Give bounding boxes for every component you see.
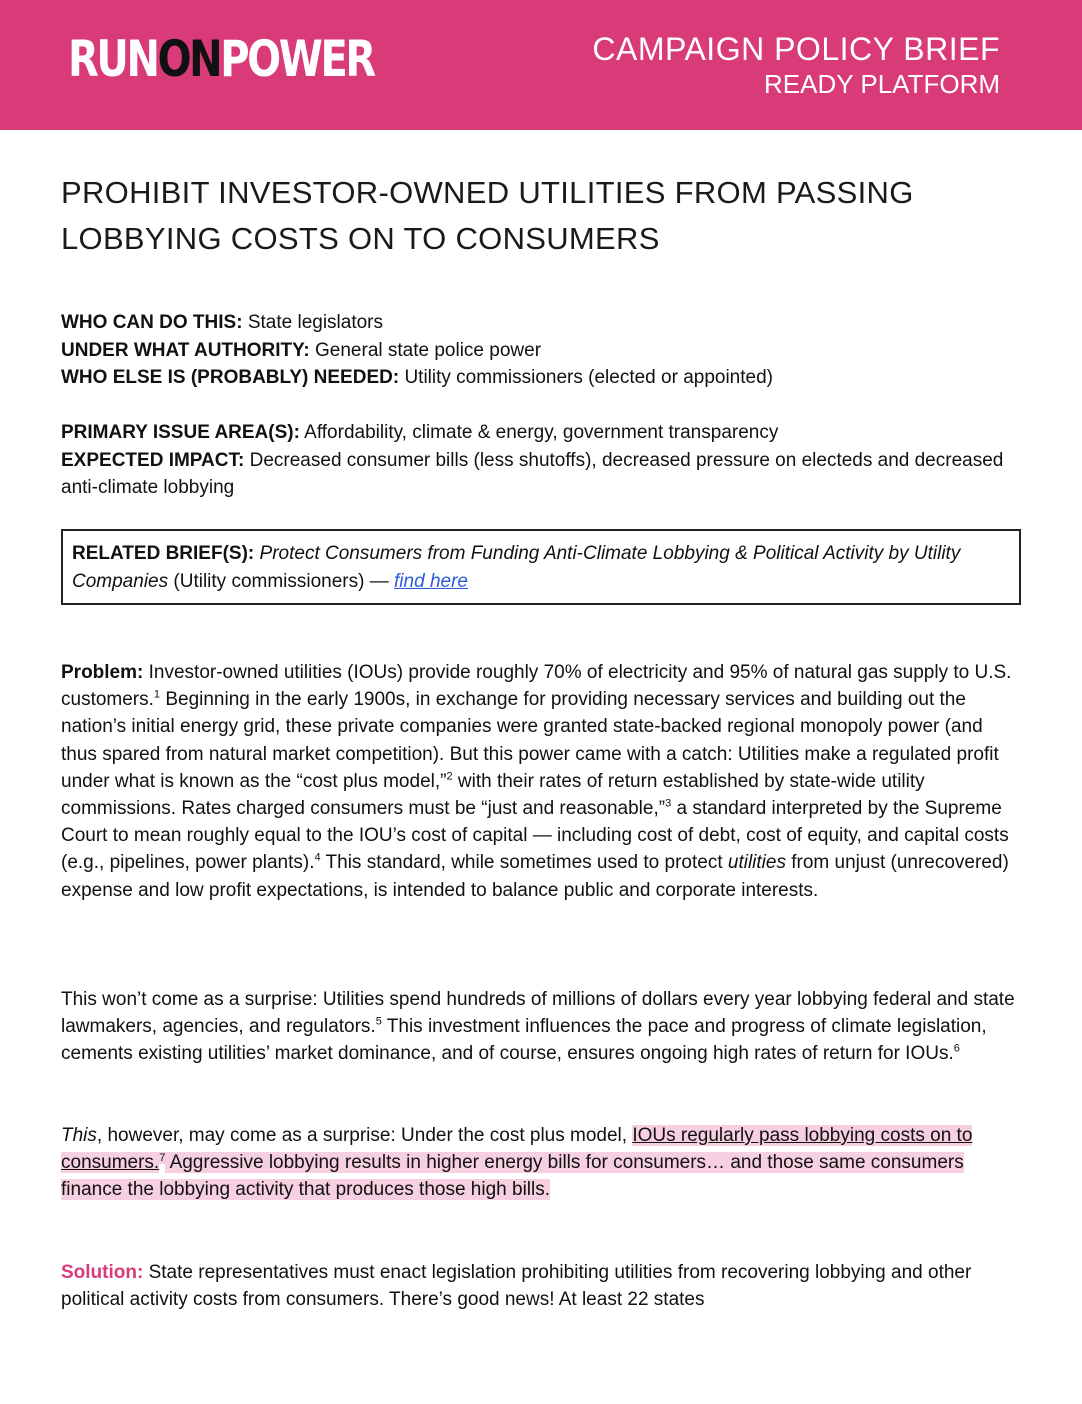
brief-category: READY PLATFORM <box>764 69 1000 99</box>
meta-impact-label: EXPECTED IMPACT: <box>61 449 245 471</box>
solution-text: State representatives must enact legislation prohibiting utilities from recovering lobbying and other political activity costs from consumers. There’s good news! At least 22 states <box>61 1262 972 1311</box>
meta-else-label: WHO ELSE IS (PROBABLY) NEEDED: <box>61 367 400 388</box>
run-on-power-logo[interactable] <box>68 30 374 88</box>
meta-else <box>61 364 1019 392</box>
problem-text: from unjust (unrecovered) expense and low profit expectations, is intended to balance public and corporate interests. <box>61 852 1009 901</box>
related-briefs-box <box>61 529 1021 605</box>
meta-impact-value: Decreased consumer bills (less shutoffs), decreased pressure on electeds and decreased anti-climate lobbying <box>61 449 1004 498</box>
meta-block-impact <box>61 419 1019 502</box>
meta-block-roles <box>61 309 1019 392</box>
paragraph-text: , however, may come as a surprise: Under the cost plus model, <box>96 1125 628 1146</box>
related-label: RELATED BRIEF(S): <box>72 543 255 564</box>
problem-text: with their rates of return established by state-wide utility commissions. Rates charged consumers must be “just and reasonable,” <box>61 770 925 820</box>
meta-issue-label: PRIMARY ISSUE AREA(S): <box>61 422 300 443</box>
footnote-ref[interactable]: 3 <box>665 797 672 810</box>
footnote-ref[interactable]: 6 <box>953 1043 960 1056</box>
footnote-ref[interactable]: 1 <box>153 688 161 701</box>
logo-on: ON <box>157 30 221 88</box>
brief-type: CAMPAIGN POLICY BRIEF <box>592 31 1000 67</box>
highlighted-text: Aggressive lobbying results in higher energy bills for consumers… and those same consumers finance the lobbying activity that produces those high bills. <box>61 1152 964 1201</box>
related-title: Protect Consumers from Funding Anti-Climate Lobbying & Political Activity by Utility Companies <box>72 543 961 592</box>
surprise-paragraph <box>61 1122 1019 1204</box>
footnote-ref[interactable]: 4 <box>314 852 321 865</box>
meta-impact <box>61 447 1019 502</box>
lobbying-paragraph <box>61 986 1019 1068</box>
page-title: PROHIBIT INVESTOR-OWNED UTILITIES FROM PASSING LOBBYING COSTS ON TO CONSUMERS <box>61 175 914 256</box>
logo-power: POWER <box>220 30 374 88</box>
related-audience: (Utility commissioners) — <box>173 570 389 592</box>
logo-run: RUN <box>68 30 158 88</box>
problem-text: a standard interpreted by the Supreme Court to mean roughly equal to the IOU’s cost of capital — including cost of debt, cost of equity, and capital costs (e.g., pipelines, power plants). <box>61 798 1009 874</box>
highlighted-link[interactable]: IOUs regularly pass lobbying costs on to consumers. <box>61 1125 973 1174</box>
related-find-here-link[interactable]: find here <box>394 570 468 592</box>
problem-text: This standard, while sometimes used to protect <box>325 852 723 874</box>
problem-text: Investor-owned utilities (IOUs) provide roughly 70% of electricity and 95% of natural gas supply to U.S. customers. <box>61 662 1012 711</box>
problem-paragraph <box>61 659 1019 904</box>
meta-issue <box>61 419 1019 447</box>
paragraph-text: This investment influences the pace and progress of climate legislation, cements existing utilities’ market dominance, and of course, ensures ongoing high rates of return for IOUs. <box>61 1016 987 1065</box>
meta-who-label: WHO CAN DO THIS: <box>61 312 243 333</box>
footnote-ref[interactable]: 5 <box>375 1015 382 1028</box>
paragraph-text: This won’t come as a surprise: Utilities spend hundreds of millions of dollars every year lobbying federal and state lawmakers, agencies, and regulators. <box>61 989 1015 1038</box>
problem-emphasis: utilities <box>727 852 786 874</box>
solution-paragraph <box>61 1259 1019 1313</box>
meta-who-value: State legislators <box>247 312 384 333</box>
meta-who <box>61 309 1019 337</box>
meta-authority-label: UNDER WHAT AUTHORITY: <box>61 339 310 361</box>
footnote-ref[interactable]: 7 <box>159 1151 166 1164</box>
paragraph-emphasis: This <box>61 1125 97 1146</box>
meta-else-value: Utility commissioners (elected or appointed) <box>404 367 773 388</box>
meta-authority-value: General state police power <box>315 339 542 361</box>
footnote-ref[interactable]: 2 <box>446 770 453 783</box>
problem-text: Beginning in the early 1900s, in exchange for providing necessary services and building out the nation’s initial energy grid, these private companies were granted state-backed regional monopoly power (and thus spared from natural market competition). But this power came with a catch: Utilities make a regulated profit under what is known as the “cost plus model,” <box>61 689 999 792</box>
solution-label: Solution: <box>61 1262 144 1283</box>
header-banner <box>0 0 1082 130</box>
meta-issue-value: Affordability, climate & energy, government transparency <box>304 422 779 443</box>
problem-label: Problem: <box>61 662 144 683</box>
meta-authority <box>61 337 1019 365</box>
